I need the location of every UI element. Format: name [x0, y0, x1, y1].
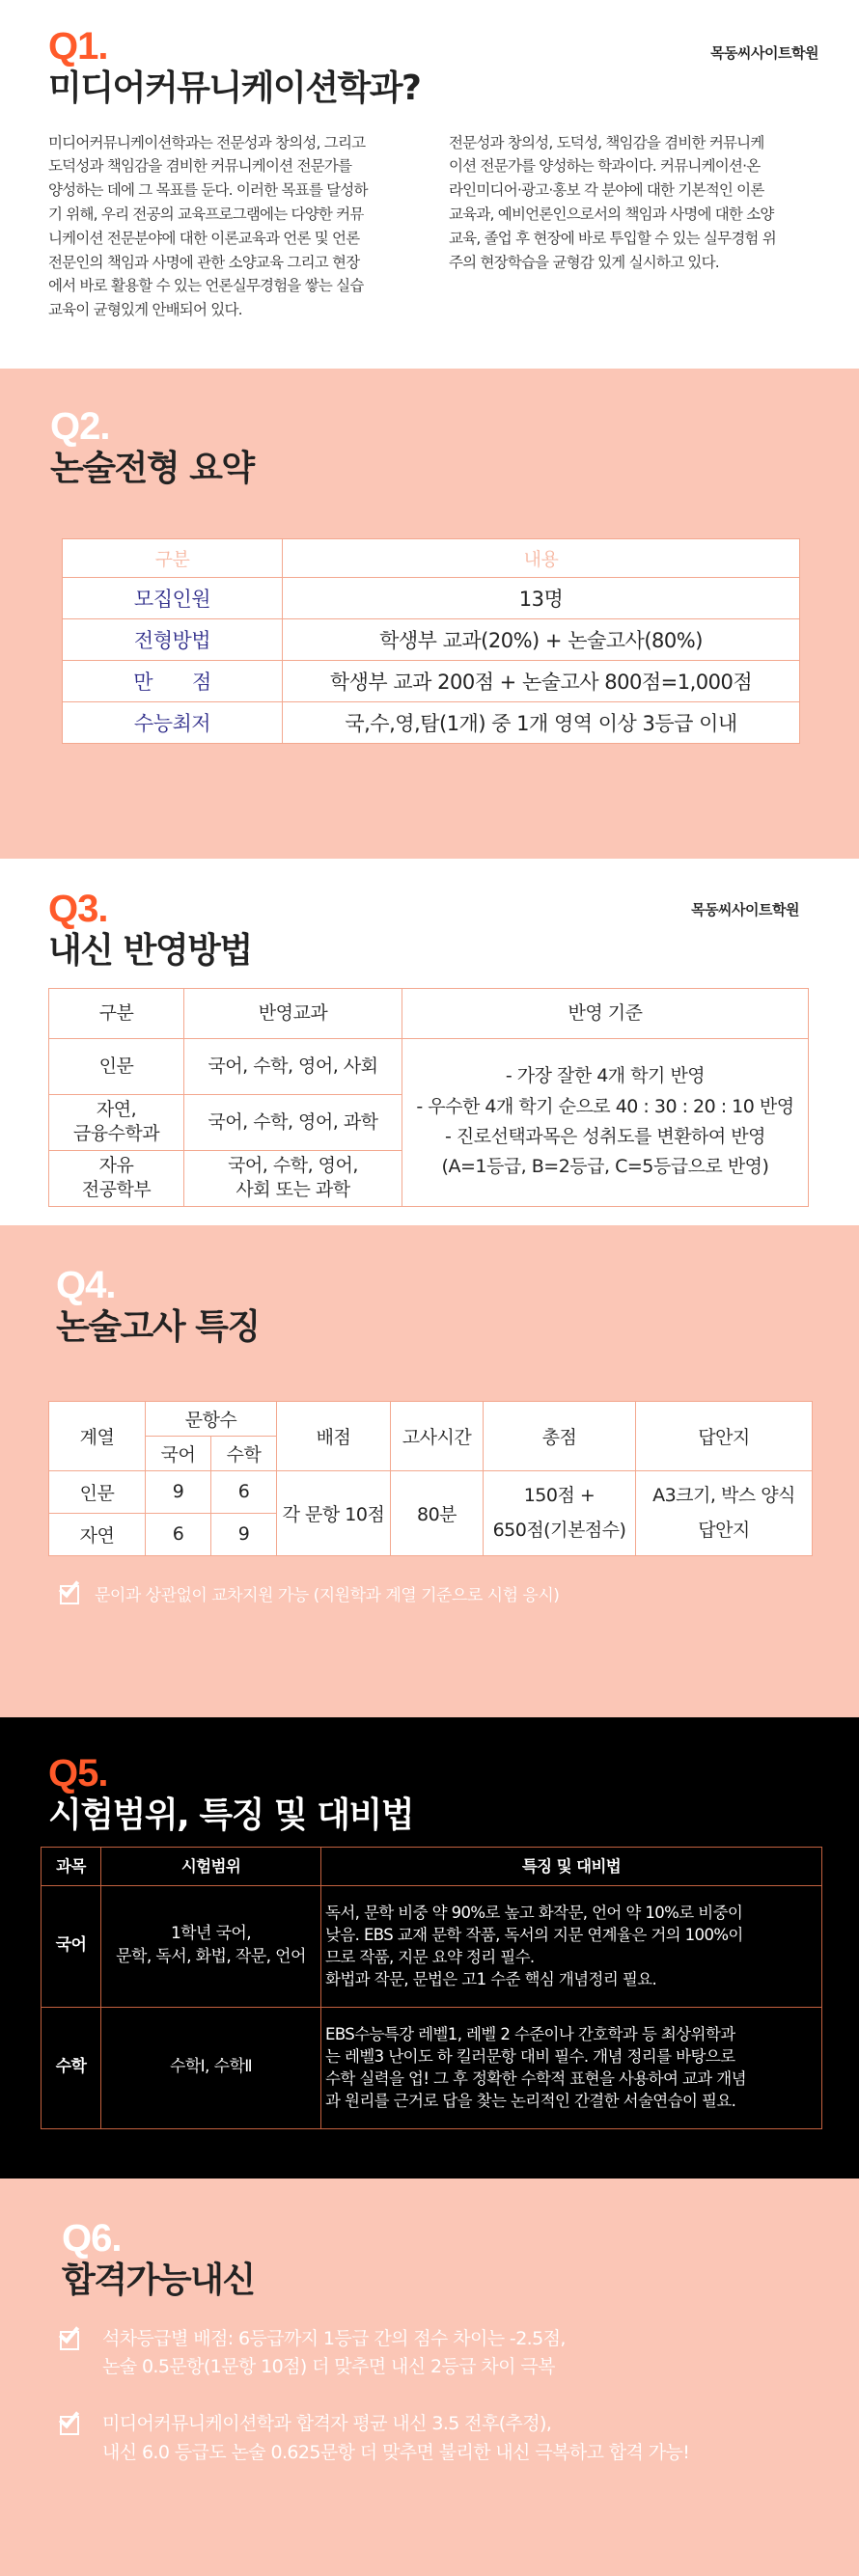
text-line: 니케이션 전문분야에 대한 이론교육과 언론 및 언론: [48, 229, 360, 247]
table-cell-subject: 수학: [42, 2007, 101, 2128]
table-row: [42, 1885, 822, 2007]
table-cell-value: 학생부 교과(20%) + 논술고사(80%): [283, 618, 800, 660]
table-cell-subjects: [184, 1094, 402, 1150]
table-row: [49, 1038, 809, 1094]
cell-line: 화법과 작문, 문법은 고1 수준 핵심 개념정리 필요.: [325, 1970, 657, 1989]
table-header-row: [49, 988, 809, 1038]
section-q2: [0, 369, 859, 859]
text-line: 논술 0.5문항(1문항 10점) 더 맞추면 내신 2등급 차이 극복: [102, 2356, 555, 2378]
text-line: 미디어커뮤니케이션학과는 전문성과 창의성, 그리고: [48, 133, 366, 151]
table-header-cell: 특징 및 대비법: [321, 1847, 822, 1885]
table-cell-subject: 국어: [42, 1885, 101, 2007]
q5-title: 시험범위, 특징 및 대비법: [48, 1795, 414, 1835]
table-cell-label: 전형방법: [63, 618, 283, 660]
table-cell-value: 13명: [283, 577, 800, 618]
table-header-cell: 답안지: [636, 1401, 813, 1470]
grade-method-table: [48, 988, 809, 1207]
cell-line: 수학Ⅰ, 수학Ⅱ: [169, 2057, 253, 2077]
cell-line: 답안지: [698, 1520, 750, 1542]
cell-line: 수학 실력을 업! 그 후 정확한 수학적 표현을 사용하여 교과 개념: [325, 2069, 746, 2089]
list-item-text: [102, 2325, 566, 2382]
section-q1: [0, 0, 859, 369]
note-text: 문이과 상관없이 교차지원 가능 (지원학과 계열 기준으로 시험 응시): [95, 1585, 560, 1605]
text-line: 에서 바로 활용할 수 있는 언론실무경험을 쌓는 실습: [48, 277, 364, 295]
q6-list: [60, 2325, 811, 2468]
cell-line: 낮음. EBS 교재 문학 작품, 독서의 지문 연계율은 거의 100%이: [325, 1926, 743, 1944]
exam-range-table: [41, 1847, 822, 2129]
q1-number: Q1.: [48, 25, 108, 68]
q2-title: 논술전형 요약: [50, 449, 254, 488]
cell-line: 150점 +: [523, 1485, 596, 1506]
cell-line: 사회 또는 과학: [236, 1179, 350, 1201]
cell-line: 자연,: [96, 1099, 137, 1121]
table-cell-label: 모집인원: [63, 577, 283, 618]
table-cell-count: 9: [211, 1513, 277, 1555]
text-line: 교육과, 예비언론인으로서의 책임과 사명에 대한 소양: [449, 205, 774, 223]
cell-line: 문학, 독서, 화법, 작문, 언어: [116, 1947, 306, 1967]
table-cell-criteria: [402, 1038, 809, 1206]
table-row: [63, 577, 800, 618]
text-line: 주의 현장학습을 균형감 있게 실시하고 있다.: [449, 253, 719, 271]
table-cell-category: [49, 1094, 184, 1150]
table-header-cell: 고사시간: [391, 1401, 484, 1470]
q4-number: Q4.: [56, 1264, 116, 1306]
table-header-cell: 구분: [63, 538, 283, 577]
table-row: [42, 2007, 822, 2128]
cell-line: 자유: [98, 1155, 134, 1177]
table-cell-range: [101, 2007, 321, 2128]
checkbox-check-icon: [60, 1581, 83, 1604]
q1-left-column: [48, 131, 410, 322]
cell-line: 650점(기본점수): [492, 1520, 626, 1542]
table-header-cell: 내용: [283, 538, 800, 577]
table-cell-subjects: [184, 1038, 402, 1094]
table-cell-subjects: [184, 1150, 402, 1206]
q5-number: Q5.: [48, 1752, 108, 1795]
table-cell-value: 학생부 교과 200점 + 논술고사 800점=1,000점: [283, 660, 800, 701]
text-line: 기 위해, 우리 전공의 교육프로그램에는 다양한 커뮤: [48, 205, 364, 223]
cell-line: 독서, 문학 비중 약 90%로 높고 화작문, 언어 약 10%로 비중이: [325, 1903, 743, 1922]
criteria-line: (A=1등급, B=2등급, C=5등급으로 반영): [441, 1156, 769, 1178]
table-header-cell: 반영 기준: [402, 988, 809, 1038]
table-header-cell: 배점: [277, 1401, 391, 1470]
table-cell-count: 6: [211, 1470, 277, 1513]
table-row: [63, 660, 800, 701]
criteria-line: - 가장 잘한 4개 학기 반영: [505, 1065, 706, 1087]
list-item: [60, 2325, 811, 2382]
q4-note: [60, 1581, 811, 1605]
table-cell-points: 각 문항 10점: [277, 1470, 391, 1555]
criteria-line: - 우수한 4개 학기 순으로 40 : 30 : 20 : 10 반영: [416, 1095, 794, 1117]
q1-title: 미디어커뮤니케이션학과?: [48, 69, 421, 108]
q6-title: 합격가능내신: [62, 2261, 255, 2300]
list-item-text: [102, 2410, 689, 2467]
table-cell-value: 국,수,영,탐(1개) 중 1개 영역 이상 3등급 이내: [283, 701, 800, 743]
summary-table: [62, 538, 800, 744]
cell-line: 과 원리를 근거로 답을 찾는 논리적인 간결한 서술연습이 필요.: [325, 2092, 736, 2111]
cell-line: 는 레벨3 난이도 하 킬러문항 대비 필수. 개념 정리를 바탕으로: [325, 2047, 735, 2066]
table-row: [49, 1470, 813, 1513]
cell-line: 므로 작품, 지문 요약 정리 필수.: [325, 1948, 535, 1967]
list-item: [60, 2410, 811, 2467]
table-cell-category: [49, 1038, 184, 1094]
cell-line: 1학년 국어,: [170, 1924, 252, 1944]
section-q5: [0, 1717, 859, 2179]
checkbox-check-icon: [60, 2412, 83, 2435]
table-header-cell: 국어: [146, 1436, 211, 1470]
text-line: 석차등급별 배점: 6등급까지 1등급 간의 점수 차이는 -2.5점,: [102, 2327, 566, 2349]
criteria-line: - 진로선택과목은 성취도를 변환하여 반영: [444, 1126, 766, 1148]
text-line: 도덕성과 책임감을 겸비한 커뮤니케이션 전문가를: [48, 157, 352, 176]
table-cell-feature: [321, 1885, 822, 2007]
text-line: 양성하는 데에 그 목표를 둔다. 이러한 목표를 달성하: [48, 181, 368, 200]
section-q4: [0, 1225, 859, 1717]
table-header-cell: 구분: [49, 988, 184, 1038]
table-cell-count: 9: [146, 1470, 211, 1513]
text-line: 내신 6.0 등급도 논술 0.625문항 더 맞추면 불리한 내신 극복하고 합격 가능!: [102, 2441, 690, 2463]
exam-features-table: [48, 1401, 813, 1556]
table-row: [63, 618, 800, 660]
cell-line: 국어, 수학, 영어, 과학: [208, 1110, 378, 1133]
cell-line: 전공학부: [81, 1179, 152, 1201]
q1-columns: [48, 131, 811, 322]
text-line: 전문성과 창의성, 도덕성, 책임감을 겸비한 커뮤니케: [449, 133, 764, 151]
section-q3: [0, 859, 859, 1225]
table-cell-count: 6: [146, 1513, 211, 1555]
cell-line: 국어, 수학, 영어,: [228, 1155, 358, 1177]
cell-line: 인문: [98, 1055, 134, 1077]
table-header-cell: 총점: [484, 1401, 636, 1470]
table-cell-label: 수능최저: [63, 701, 283, 743]
table-header-row: [63, 538, 800, 577]
cell-line: 금융수학과: [72, 1123, 160, 1145]
q2-number: Q2.: [50, 405, 110, 448]
text-line: 교육, 졸업 후 현장에 바로 투입할 수 있는 실무경험 위: [449, 229, 776, 247]
table-row: [63, 701, 800, 743]
table-header-row: [42, 1847, 822, 1885]
table-cell-sheet: [636, 1470, 813, 1555]
table-header-cell: 계열: [49, 1401, 146, 1470]
cell-line: A3크기, 박스 양식: [652, 1485, 795, 1506]
table-cell-range: [101, 1885, 321, 2007]
table-cell-label: 만 점: [63, 660, 283, 701]
text-line: 미디어커뮤니케이션학과 합격자 평균 내신 3.5 전후(추정),: [102, 2413, 552, 2435]
table-cell-total: [484, 1470, 636, 1555]
table-cell-track: 인문: [49, 1470, 146, 1513]
q4-title: 논술고사 특징: [56, 1307, 260, 1347]
table-header-cell: 시험범위: [101, 1847, 321, 1885]
table-cell-time: 80분: [391, 1470, 484, 1555]
brand-label: 목동씨사이트학원: [710, 44, 818, 62]
text-line: 전문인의 책임과 사명에 관한 소양교육 그리고 현장: [48, 253, 360, 271]
table-header-cell: 문항수: [146, 1401, 277, 1436]
q1-right-column: [449, 131, 811, 322]
section-q6: [0, 2179, 859, 2576]
text-line: 라인미디어·광고·홍보 각 분야에 대한 기본적인 이론: [449, 181, 764, 200]
q3-title: 내신 반영방법: [48, 931, 252, 971]
q6-number: Q6.: [62, 2217, 122, 2260]
table-cell-feature: [321, 2007, 822, 2128]
cell-line: 국어, 수학, 영어, 사회: [208, 1055, 378, 1077]
cell-line: EBS수능특강 레벨1, 레벨 2 수준이나 간호학과 등 최상위학과: [325, 2024, 735, 2043]
checkbox-check-icon: [60, 2327, 83, 2350]
table-cell-track: 자연: [49, 1513, 146, 1555]
table-header-cell: 수학: [211, 1436, 277, 1470]
text-line: 이션 전문가를 양성하는 학과이다. 커뮤니케이션·온: [449, 157, 761, 176]
table-cell-category: [49, 1150, 184, 1206]
table-header-cell: 반영교과: [184, 988, 402, 1038]
table-header-cell: 과목: [42, 1847, 101, 1885]
text-line: 교육이 균형있게 안배되어 있다.: [48, 301, 242, 319]
table-header-row: [49, 1401, 813, 1436]
brand-label: 목동씨사이트학원: [691, 901, 799, 918]
q3-number: Q3.: [48, 888, 108, 930]
